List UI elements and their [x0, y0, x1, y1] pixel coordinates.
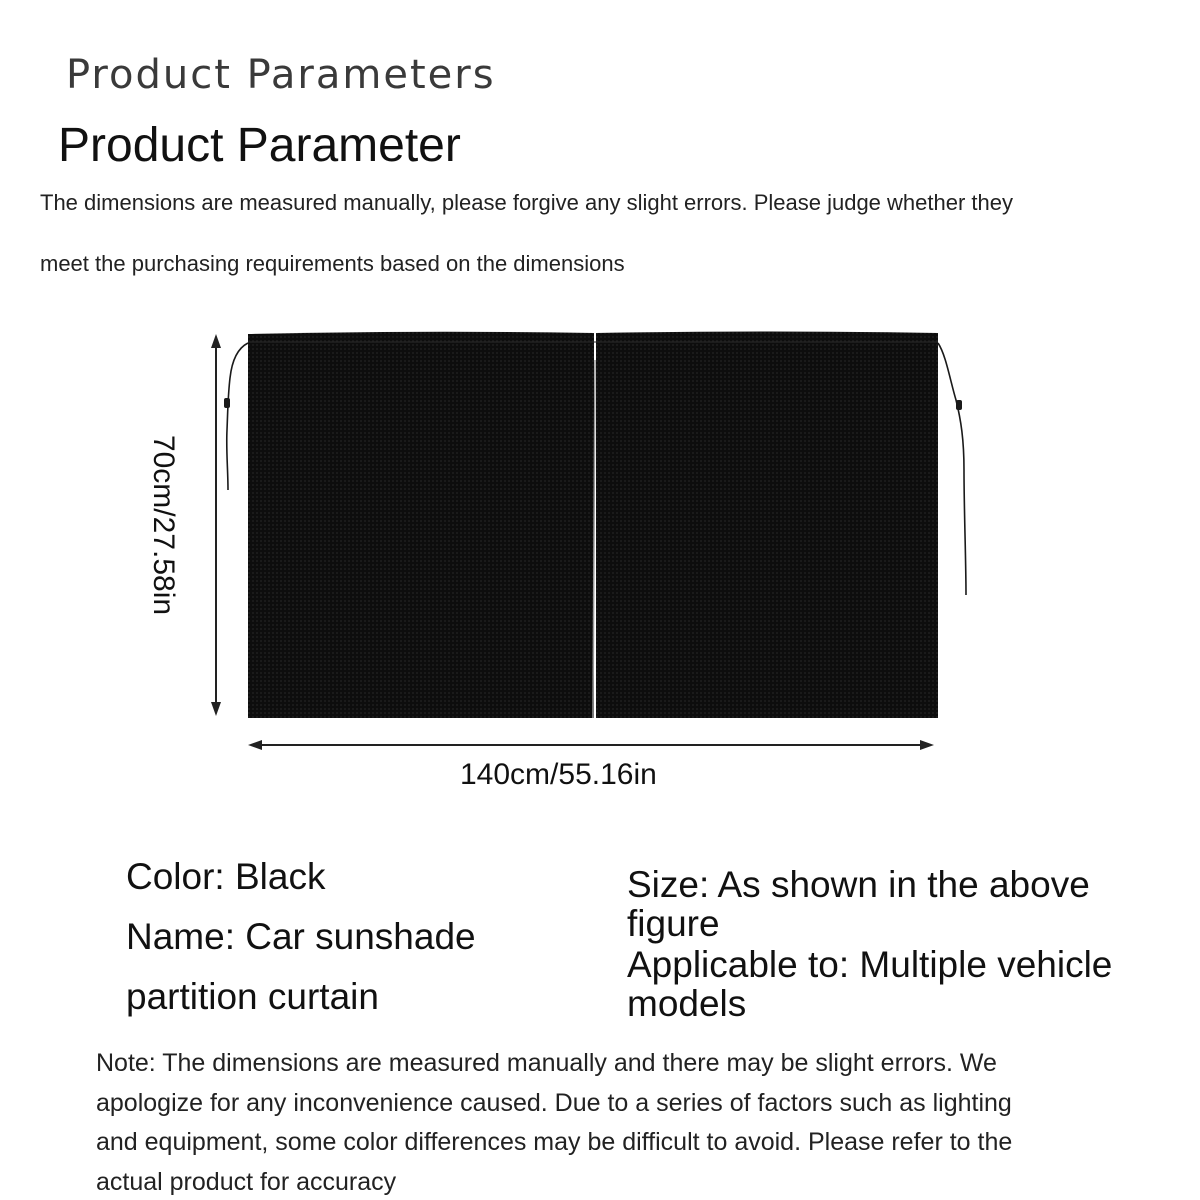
note-line-1: Note: The dimensions are measured manually and there may be slight errors. We: [96, 1049, 997, 1077]
intro-text-line-1: The dimensions are measured manually, please forgive any slight errors. Please judge whether they: [40, 190, 1013, 215]
spec-applicable-line-1: Applicable to: Multiple vehicle: [627, 944, 1113, 985]
product-dimension-figure: [0, 320, 1200, 790]
right-toggle: [956, 400, 962, 410]
spec-name-line-1: Name: Car sunshade: [126, 916, 476, 957]
page-title: Product Parameters: [66, 52, 496, 98]
spec-name-line-2: partition curtain: [126, 976, 379, 1017]
left-toggle: [224, 398, 230, 408]
note-line-2: apologize for any inconvenience caused. Due to a series of factors such as lighting: [96, 1089, 1012, 1117]
curtain-image: [224, 332, 966, 719]
spec-size-line-2: figure: [627, 903, 720, 944]
right-drawstring: [938, 343, 966, 595]
left-drawstring: [227, 343, 248, 490]
width-dimension-label: 140cm/55.16in: [460, 758, 657, 791]
section-heading: Product Parameter: [58, 119, 461, 172]
curtain-left-panel: [248, 332, 594, 718]
height-dimension-label: 70cm/27.58in: [147, 434, 180, 616]
spec-size-line-1: Size: As shown in the above: [627, 864, 1090, 905]
intro-text-line-2: meet the purchasing requirements based on the dimensions: [40, 251, 625, 276]
note-line-3: and equipment, some color differences may be difficult to avoid. Please refer to the: [96, 1128, 1013, 1156]
height-dimension-arrow: [211, 334, 221, 716]
note-line-4: actual product for accuracy: [96, 1168, 397, 1196]
width-dimension-arrow: [248, 740, 934, 750]
spec-applicable-line-2: models: [627, 983, 747, 1024]
curtain-right-panel: [596, 332, 938, 719]
spec-color: Color: Black: [126, 856, 326, 897]
